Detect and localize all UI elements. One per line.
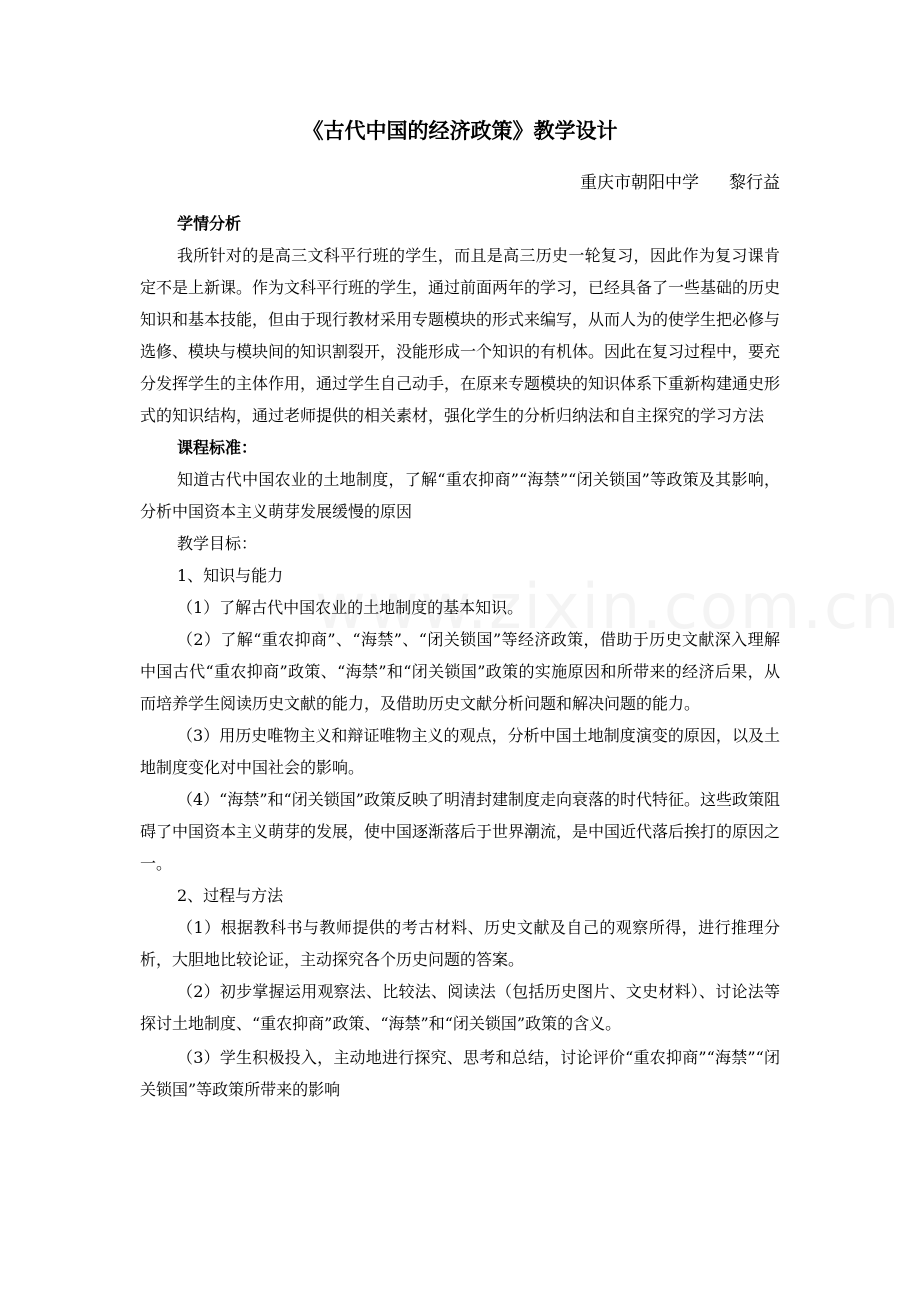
author-line — [580, 168, 780, 198]
author-school: 重庆市朝阳中学 — [580, 173, 699, 193]
paragraph-knowledge-1: （1）了解古代中国农业的土地制度的基本知识。 — [177, 598, 524, 617]
paragraph-process-3: （3）学生积极投入，主动地进行探究、思考和总结，讨论评价“重农抑商”“海禁”“闭关锁国”等政策所带来的影响 — [140, 1048, 780, 1099]
paragraph-knowledge-4: （4）“海禁”和“闭关锁国”政策反映了明清封建制度走向衰落的时代特征。这些政策阻碍了中国资本主义萌芽的发展，使中国逐渐落后于世界潮流，是中国近代落后挨打的原因之一。 — [140, 790, 781, 873]
section-heading-standard: 课程标准： — [177, 438, 258, 457]
paragraph-process-heading: 2、过程与方法 — [177, 886, 284, 905]
paragraph-standard: 知道古代中国农业的土地制度，了解“重农抑商”“海禁”“闭关锁国”等政策及其影响，分析中国资本主义萌芽发展缓慢的原因 — [140, 470, 780, 521]
paragraph-analysis: 我所针对的是高三文科平行班的学生，而且是高三历史一轮复习，因此作为复习课肯定不是上新课。作为文科平行班的学生，通过前面两年的学习，已经具备了一些基础的历史知识和基本技能，但由于现行教材采用专题模块的形式来编写，从而人为的使学生把必修与选修、模块与模块间的知识割裂开，没能形成一个知识的有机体。因此在复习过程中，要充分发挥学生的主体作用，通过学生自己动手，在原来专题模块的知识体系下重新构建通史形式的知识结构，通过老师提供的相关素材，强化学生的分析归纳法和自主探究的学习方法 — [140, 246, 781, 425]
paragraph-process-1: （1）根据教科书与教师提供的考古材料、历史文献及自己的观察所得，进行推理分析，大胆地比较论证，主动探究各个历史问题的答案。 — [140, 918, 780, 969]
section-heading-analysis: 学情分析 — [177, 214, 242, 233]
paragraph-knowledge-3: （3）用历史唯物主义和辩证唯物主义的观点，分析中国土地制度演变的原因，以及土地制度变化对中国社会的影响。 — [140, 726, 780, 777]
document-body — [140, 208, 780, 1106]
paragraph-process-2: （2）初步掌握运用观察法、比较法、阅读法（包括历史图片、文史材料）、讨论法等探讨土地制度、“重农抑商”政策、“海禁”和“闭关锁国”政策的含义。 — [140, 982, 780, 1033]
paragraph-knowledge-heading: 1、知识与能力 — [177, 566, 284, 585]
paragraph-knowledge-2: （2）了解“重农抑商”、“海禁”、“闭关锁国”等经济政策，借助于历史文献深入理解中国古代“重农抑商”政策、“海禁”和“闭关锁国”政策的实施原因和所带来的经济后果，从而培养学生阅读历史文献的能力，及借助历史文献分析问题和解决问题的能力。 — [140, 630, 780, 713]
author-name: 黎行益 — [729, 173, 780, 193]
paragraph-objectives-label: 教学目标： — [177, 534, 258, 553]
document-title: 《古代中国的经济政策》教学设计 — [302, 119, 618, 143]
